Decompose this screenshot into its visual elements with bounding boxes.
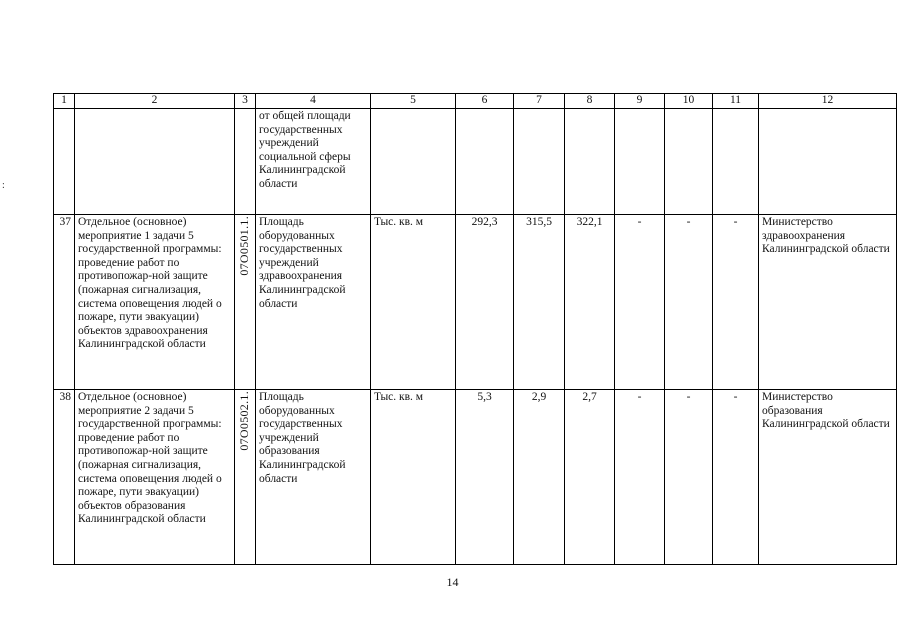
unit-cell: Тыс. кв. м xyxy=(371,390,456,565)
value-cell: 292,3 xyxy=(456,215,514,390)
value-cell: 322,1 xyxy=(565,215,615,390)
value-cell: - xyxy=(615,215,665,390)
value-cell: 2,7 xyxy=(565,390,615,565)
indicator-cell: Площадь оборудованных государственных учреждений образования Калининградской области xyxy=(256,390,371,565)
value-cell: 5,3 xyxy=(456,390,514,565)
responsible-cell: Министерство здравоохранения Калининградской области xyxy=(759,215,897,390)
header-cell: 6 xyxy=(456,94,514,109)
header-cell: 3 xyxy=(235,94,256,109)
value-cell: - xyxy=(665,390,713,565)
indicators-table xyxy=(53,93,897,565)
value-cell: - xyxy=(665,215,713,390)
page-number: 14 xyxy=(446,575,459,589)
indicator-cell: Площадь оборудованных государственных учреждений здравоохранения Калининградской области xyxy=(256,215,371,390)
header-cell: 5 xyxy=(371,94,456,109)
row-number: 38 xyxy=(54,390,75,565)
code-cell: 07О0501.1. xyxy=(237,216,252,276)
header-row xyxy=(54,94,897,109)
indicator-cell: от общей площади государственных учреждений социальной сферы Калининградской области xyxy=(256,109,371,215)
header-cell: 12 xyxy=(759,94,897,109)
header-cell: 9 xyxy=(615,94,665,109)
header-cell: 1 xyxy=(54,94,75,109)
table-row xyxy=(54,215,897,390)
continuation-row xyxy=(54,109,897,215)
row-number: 37 xyxy=(54,215,75,390)
header-cell: 7 xyxy=(514,94,565,109)
unit-cell: Тыс. кв. м xyxy=(371,215,456,390)
responsible-cell: Министерство образования Калининградской области xyxy=(759,390,897,565)
header-cell: 11 xyxy=(713,94,759,109)
header-cell: 10 xyxy=(665,94,713,109)
header-cell: 4 xyxy=(256,94,371,109)
value-cell: - xyxy=(713,215,759,390)
side-mark: : xyxy=(2,180,5,191)
value-cell: 315,5 xyxy=(514,215,565,390)
value-cell: - xyxy=(713,390,759,565)
header-cell: 8 xyxy=(565,94,615,109)
value-cell: 2,9 xyxy=(514,390,565,565)
value-cell: - xyxy=(615,390,665,565)
code-cell: 07О0502.1. xyxy=(237,391,252,451)
header-cell: 2 xyxy=(75,94,235,109)
event-cell: Отдельное (основное) мероприятие 1 задачи 5 государственной программы: проведение работ по противопожар-ной защите (пожарная сигнализация, система оповещения людей о пожаре, пути эвакуации) объектов здравоохранения Калининградской области xyxy=(75,215,235,390)
table-row xyxy=(54,390,897,565)
event-cell: Отдельное (основное) мероприятие 2 задачи 5 государственной программы: проведение работ по противопожар-ной защите (пожарная сигнализация, система оповещения людей о пожаре, пути эвакуации) объектов образования Калининградской области xyxy=(75,390,235,565)
